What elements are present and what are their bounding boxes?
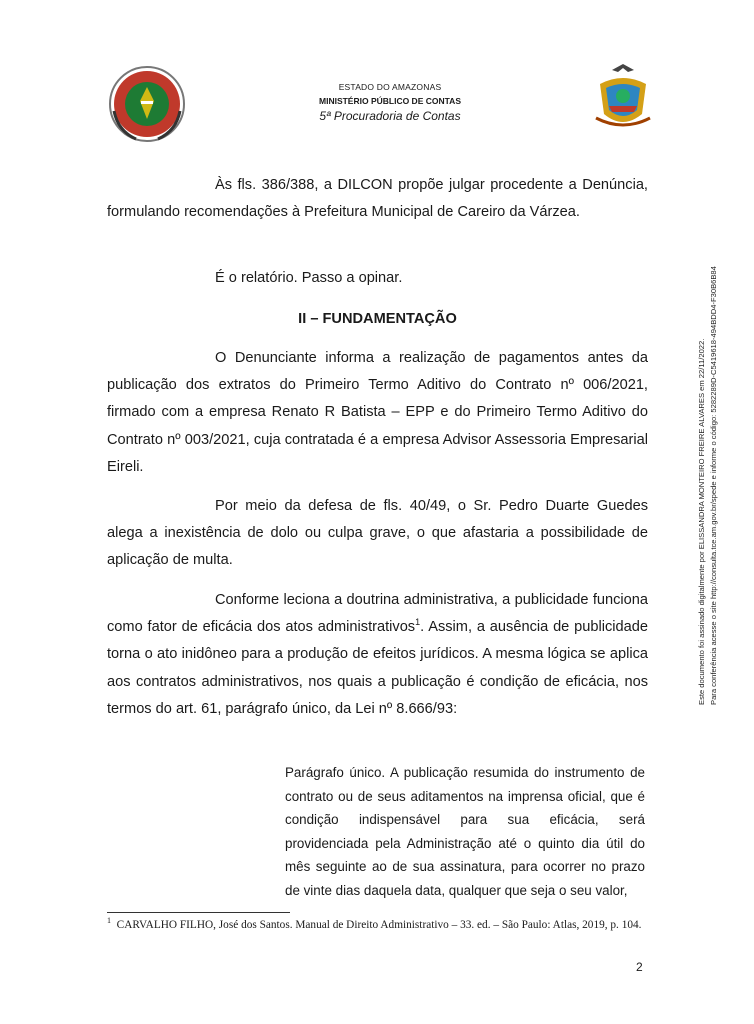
document-header — [250, 80, 530, 123]
header-state: ESTADO DO AMAZONAS — [338, 82, 442, 92]
footnote-divider — [107, 912, 290, 913]
header-institution: MINISTÉRIO PÚBLICO DE CONTAS — [319, 96, 461, 106]
footnote — [107, 918, 648, 933]
paragraph-doutrina-part-a: Conforme leciona a doutrina administrativa, a publicidade funciona como fator de eficácia dos atos administrativos — [107, 592, 648, 636]
footnote-ref: 1 — [415, 617, 421, 628]
legal-quote: Parágrafo único. A publicação resumida do instrumento de contrato ou de seus aditamentos na imprensa oficial, que é condição indispensável para sua eficácia, será providenciada pela Administração até o quinto dia útil do mês seguinte ao de sua assinatura, para ocorrer no prazo de vinte dias daquela data, qualquer que seja o seu valor, — [285, 765, 645, 898]
section-heading: II – FUNDAMENTAÇÃO — [298, 311, 457, 327]
header-department: 5ª Procuradoria de Contas — [319, 109, 461, 123]
signature-line: Este documento foi assinado digitalmente por ELISSANDRA MONTEIRO FREIRE ALVARES em 22/11/2022. — [697, 338, 706, 705]
amazonas-coat-of-arms-logo — [590, 62, 656, 132]
paragraph-relatorio: É o relatório. Passo a opinar. — [215, 270, 403, 286]
paragraph-dilcon: Às fls. 386/388, a DILCON propõe julgar procedente a Denúncia, formulando recomendações à Prefeitura Municipal de Careiro da Várzea. — [107, 177, 648, 221]
page-number: 2 — [636, 960, 643, 974]
paragraph-doutrina-part-b: . Assim, a ausência de publicidade torna o ato inidôneo para a produção de efeitos jurídicos. A mesma lógica se aplica aos contratos administrativos, nos quais a publicação é condição de eficácia, nos termos do art. 61, parágrafo único, da Lei nº 8.666/93: — [107, 619, 648, 717]
paragraph-defesa: Por meio da defesa de fls. 40/49, o Sr. Pedro Duarte Guedes alega a inexistência de dolo ou culpa grave, o que afastaria a possibilidade de aplicação de multa. — [107, 498, 648, 569]
footnote-text: CARVALHO FILHO, José dos Santos. Manual de Direito Administrativo – 33. ed. – São Paulo: Atlas, 2019, p. 104. — [116, 919, 642, 931]
footnote-number: 1 — [107, 916, 111, 926]
paragraph-denunciante: O Denunciante informa a realização de pagamentos antes da publicação dos extratos do Primeiro Termo Aditivo do Contrato nº 006/2021, firmado com a empresa Renato R Batista – EPP e do Primeiro Termo Aditivo do Contrato nº 003/2021, cuja contratada é a empresa Advisor Assessoria Empresarial Eireli. — [107, 350, 648, 475]
digital-signature-note — [696, 235, 720, 705]
verification-line: Para conferência acesse o site http://consulta.tce.am.gov.br/spede e informe o código: 5282289D-C5419618-494BDD4-F30B6B84 — [709, 266, 718, 705]
paragraph-doutrina — [107, 587, 648, 723]
ministerio-publico-seal-logo — [108, 65, 186, 143]
